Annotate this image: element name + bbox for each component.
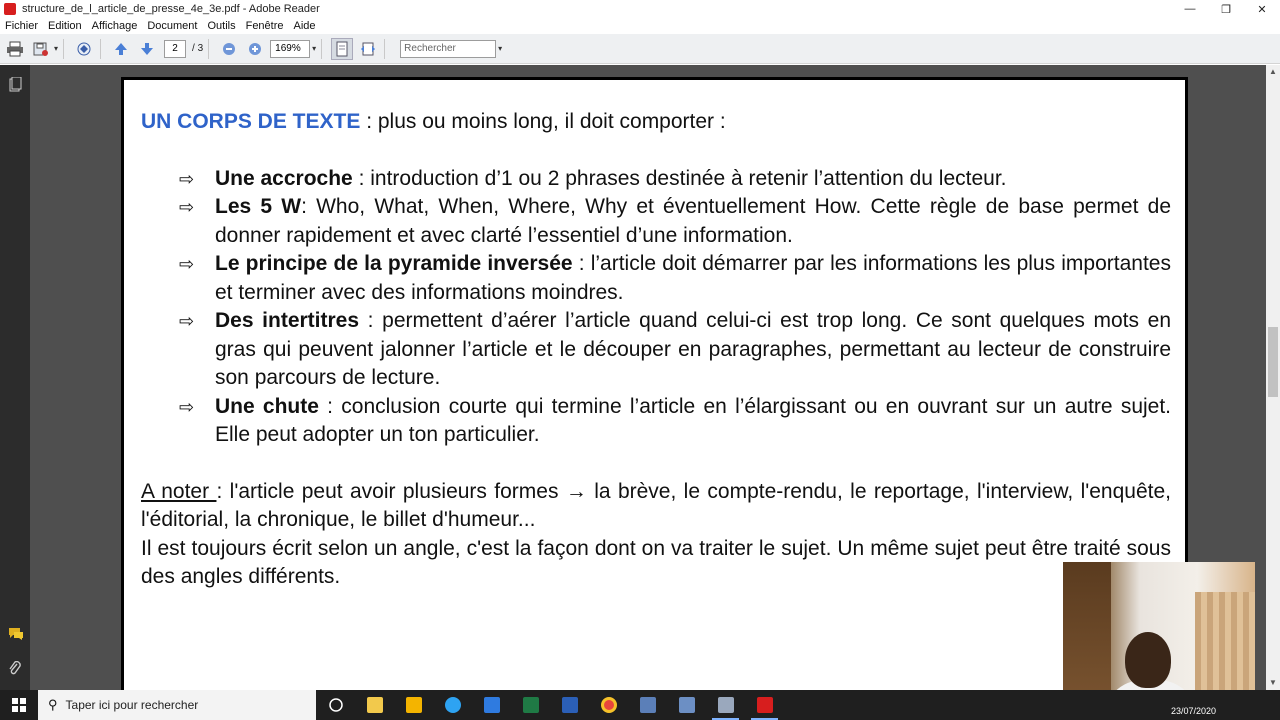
taskbar-search[interactable]: [38, 690, 316, 720]
note-paragraph: [141, 478, 1171, 535]
app-icon-1[interactable]: [628, 690, 667, 720]
toolbar-separator: [63, 39, 64, 59]
fit-page-icon[interactable]: [331, 38, 353, 60]
save-icon[interactable]: [30, 38, 52, 60]
note-label: A noter: [141, 479, 217, 503]
minimize-button[interactable]: —: [1184, 3, 1196, 15]
bullet-list: [179, 165, 1171, 450]
menu-aide[interactable]: Aide: [293, 19, 316, 32]
scroll-thumb[interactable]: [1268, 327, 1278, 397]
menu-fenetre[interactable]: Fenêtre: [245, 19, 284, 32]
page-number-input[interactable]: 2: [164, 40, 186, 58]
item-text: : conclusion courte qui termine l’article en l’élargissant ou en ouvrant sur un autre sujet. Elle peut adopter un ton particulier.: [215, 394, 1172, 446]
print-icon[interactable]: [4, 38, 26, 60]
excel-icon[interactable]: [511, 690, 550, 720]
title-bar: [0, 0, 1280, 18]
vertical-scrollbar[interactable]: [1266, 65, 1280, 690]
restore-button[interactable]: ❐: [1221, 3, 1231, 16]
word-icon[interactable]: [550, 690, 589, 720]
scroll-down-icon[interactable]: ▼: [1269, 678, 1277, 687]
zoom-dropdown-icon[interactable]: ▾: [312, 44, 317, 53]
toolbar: [0, 34, 1280, 64]
arrow-bullet-icon: ⇨: [179, 197, 195, 217]
menu-fichier[interactable]: Fichier: [5, 19, 39, 32]
toolbar-separator: [100, 39, 101, 59]
item-text: : Who, What, When, Where, Why et éventuellement How. Cette règle de base permet de donner rapidement et avec clarté l’essentiel d’une information.: [215, 195, 1171, 247]
taskbar-date: 23/07/2020: [1170, 706, 1216, 716]
comments-panel-icon[interactable]: [8, 627, 22, 643]
heading-keyword: UN CORPS DE TEXTE: [141, 110, 361, 133]
note-text: : l'article peut avoir plusieurs formes → la brève, le compte-rendu, le reportage, l'interview, l'enquête, l'éditorial, la chronique, le billet d'humeur...: [141, 479, 1171, 531]
edge-icon[interactable]: [433, 690, 472, 720]
menu-bar: [0, 18, 1280, 33]
list-item: [179, 307, 1171, 393]
arrow-bullet-icon: ⇨: [179, 311, 195, 331]
item-term: Des intertitres: [215, 309, 360, 332]
window-title: structure_de_l_article_de_presse_4e_3e.pdf - Adobe Reader: [22, 3, 320, 15]
page-content: [141, 108, 1171, 592]
zoom-out-icon[interactable]: [218, 38, 240, 60]
menu-edition[interactable]: Edition: [48, 19, 82, 32]
scroll-up-icon[interactable]: ▲: [1269, 67, 1277, 76]
chrome-icon[interactable]: [589, 690, 628, 720]
adobe-reader-taskbar-icon[interactable]: [745, 690, 784, 720]
toolbar-separator: [321, 39, 322, 59]
toolbar-separator: [208, 39, 209, 59]
fit-width-icon[interactable]: [357, 38, 379, 60]
search-input[interactable]: Rechercher: [400, 40, 496, 58]
attachment-icon[interactable]: [8, 661, 22, 677]
navigation-panel: [0, 65, 30, 690]
item-text: : introduction d’1 ou 2 phrases destinée à retenir l’attention du lecteur.: [352, 166, 1007, 190]
adobe-reader-icon: [4, 3, 16, 15]
arrow-up-icon[interactable]: [110, 38, 132, 60]
angle-paragraph: Il est toujours écrit selon un angle, c'est la façon dont on va traiter le sujet. Un même sujet peut être traité sous des angles différents.: [141, 536, 1171, 588]
store-icon[interactable]: [355, 690, 394, 720]
pdf-page: [121, 77, 1188, 690]
list-item: [179, 250, 1171, 307]
webcam-background-door: [1063, 562, 1111, 707]
list-item: [179, 393, 1171, 450]
page-total: / 3: [192, 43, 204, 54]
zoom-in-icon[interactable]: [244, 38, 266, 60]
item-text: : l’article doit démarrer par les informations les plus importantes et terminer avec des informations moindres.: [215, 252, 1171, 304]
webcam-person-head: [1125, 632, 1171, 688]
task-view-icon[interactable]: [316, 690, 355, 720]
pages-panel-icon[interactable]: [8, 77, 22, 93]
item-term: Les 5 W: [215, 195, 302, 218]
app-icon-3[interactable]: [706, 690, 745, 720]
menu-affichage[interactable]: Affichage: [91, 19, 138, 32]
windows-logo-icon: [12, 698, 26, 712]
mail-icon[interactable]: [472, 690, 511, 720]
item-term: Le principe de la pyramide inversée: [215, 252, 573, 275]
save-dropdown-icon[interactable]: ▾: [54, 44, 59, 53]
zoom-level-field[interactable]: 169%: [270, 40, 310, 58]
item-term: Une chute: [215, 394, 319, 418]
toolbar-separator: [384, 39, 385, 59]
item-text: : permettent d’aérer l’article quand celui-ci est trop long. Ce sont quelques mots en gras qui peuvent jalonner l’article et le découper en paragraphes, permettant au lecteur de construire son parcours de lecture.: [215, 309, 1172, 389]
arrow-bullet-icon: ⇨: [179, 254, 195, 274]
list-item: [179, 193, 1171, 250]
arrow-down-icon[interactable]: [136, 38, 158, 60]
section-heading: [141, 108, 1171, 137]
search-icon: ⚲: [48, 697, 58, 712]
taskbar-search-placeholder: Taper ici pour rechercher: [65, 698, 199, 712]
start-button[interactable]: [0, 690, 38, 720]
menu-outils[interactable]: Outils: [207, 19, 236, 32]
close-button[interactable]: ✕: [1257, 3, 1267, 16]
window-controls: [1172, 0, 1280, 18]
arrow-bullet-icon: ⇨: [179, 396, 195, 417]
webcam-overlay: [1063, 562, 1255, 707]
item-term: Une accroche: [215, 166, 353, 190]
heading-text: : plus ou moins long, il doit comporter :: [360, 110, 726, 133]
file-explorer-icon[interactable]: [394, 690, 433, 720]
search-dropdown-icon[interactable]: ▾: [498, 44, 503, 53]
taskbar: [0, 690, 1280, 720]
app-icon-2[interactable]: [667, 690, 706, 720]
menu-document[interactable]: Document: [147, 19, 198, 32]
review-icon[interactable]: [73, 38, 95, 60]
arrow-bullet-icon: ⇨: [179, 168, 195, 189]
list-item: [179, 165, 1171, 194]
